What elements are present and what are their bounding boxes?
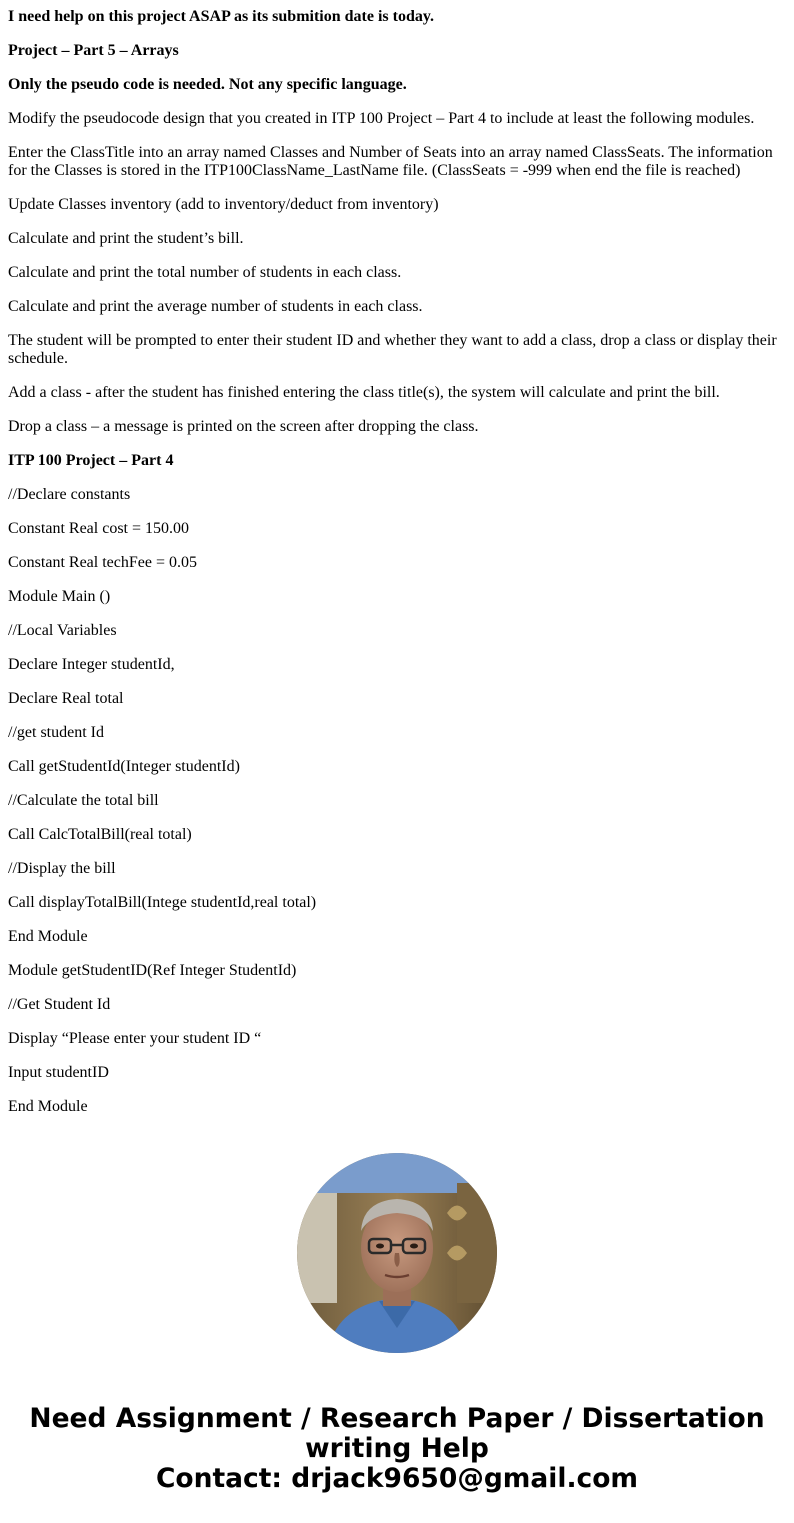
promo-banner — [0, 1404, 794, 1494]
avatar — [297, 1153, 497, 1353]
requirement-paragraph: Calculate and print the average number of students in each class. — [8, 298, 423, 315]
requirement-paragraph: The student will be prompted to enter their student ID and whether they want to add a class, drop a class or display their schedule. — [8, 332, 777, 367]
code-line: Call CalcTotalBill(real total) — [8, 826, 192, 843]
requirement-paragraph: Update Classes inventory (add to inventory/deduct from inventory) — [8, 196, 439, 213]
code-line: Call getStudentId(Integer studentId) — [8, 758, 240, 775]
code-line: //Declare constants — [8, 486, 131, 503]
code-line: Input studentID — [8, 1064, 109, 1081]
code-line: Module getStudentID(Ref Integer StudentId) — [8, 962, 297, 979]
code-line: //Get Student Id — [8, 996, 111, 1013]
code-line: //Calculate the total bill — [8, 792, 159, 809]
requirement-paragraph: Drop a class – a message is printed on the screen after dropping the class. — [8, 418, 479, 435]
part4-heading: ITP 100 Project – Part 4 — [8, 452, 174, 469]
question-body — [8, 8, 786, 1132]
code-line: Declare Real total — [8, 690, 124, 707]
avatar-photo-icon — [297, 1153, 497, 1353]
requirement-paragraph: Enter the ClassTitle into an array named Classes and Number of Seats into an array named ClassSeats. The information for the Classes is stored in the ITP100ClassName_LastName file. (ClassSeats = -999 when end the file is reached) — [8, 144, 773, 179]
requirement-paragraph: Calculate and print the total number of students in each class. — [8, 264, 402, 281]
code-line: //get student Id — [8, 724, 104, 741]
promo-line-1: Need Assignment / Research Paper / Dissertation — [29, 1403, 765, 1434]
code-line: End Module — [8, 1098, 88, 1115]
intro-paragraph: Modify the pseudocode design that you created in ITP 100 Project – Part 4 to include at least the following modules. — [8, 110, 755, 127]
code-line: Constant Real cost = 150.00 — [8, 520, 190, 537]
question-title: I need help on this project ASAP as its submition date is today. — [8, 8, 434, 25]
code-line: //Display the bill — [8, 860, 116, 877]
code-line: Call displayTotalBill(Intege studentId,real total) — [8, 894, 317, 911]
pseudo-note: Only the pseudo code is needed. Not any specific language. — [8, 76, 407, 93]
code-line: Declare Integer studentId, — [8, 656, 175, 673]
requirement-paragraph: Calculate and print the student’s bill. — [8, 230, 244, 247]
code-line: //Local Variables — [8, 622, 117, 639]
requirement-paragraph: Add a class - after the student has finished entering the class title(s), the system will calculate and print the bill. — [8, 384, 720, 401]
part5-heading: Project – Part 5 – Arrays — [8, 42, 179, 59]
code-line: Display “Please enter your student ID “ — [8, 1030, 262, 1047]
code-line: Module Main () — [8, 588, 111, 605]
promo-contact: Contact: drjack9650@gmail.com — [155, 1463, 639, 1494]
promo-line-2: writing Help — [305, 1433, 489, 1464]
code-line: End Module — [8, 928, 88, 945]
code-line: Constant Real techFee = 0.05 — [8, 554, 197, 571]
